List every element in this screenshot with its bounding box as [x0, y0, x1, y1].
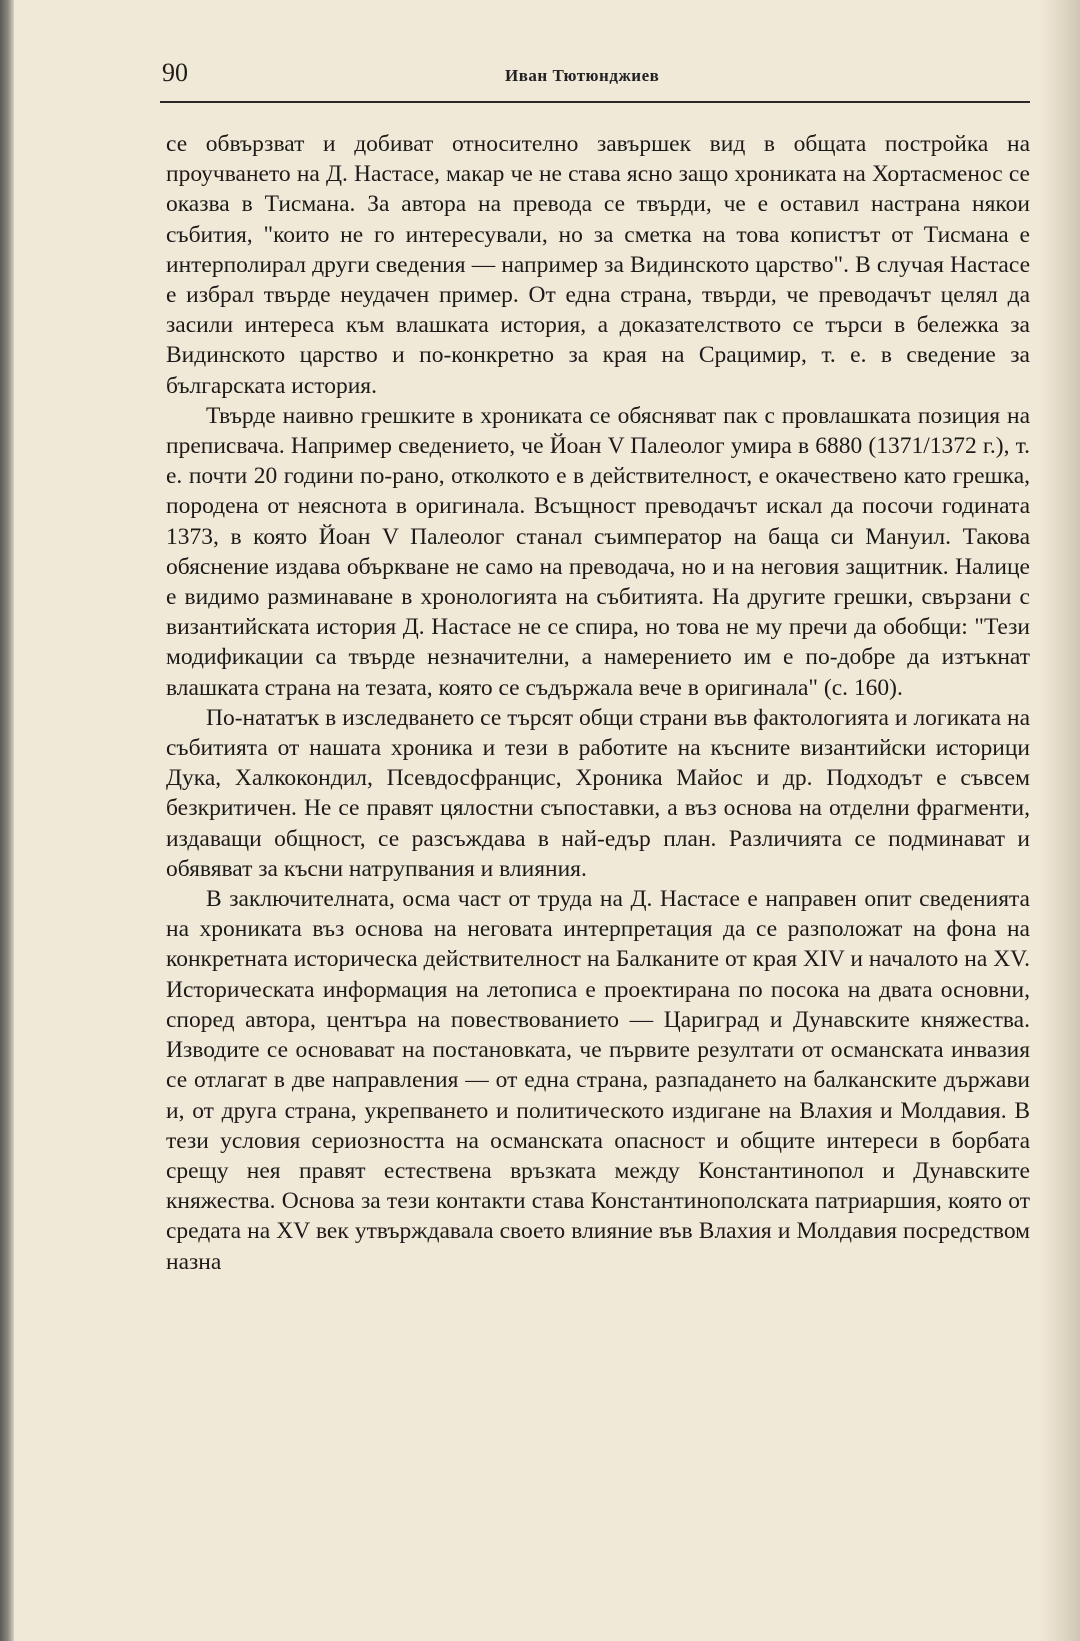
paragraph-4: В заключителната, осма част от труда на Д. Настасе е направен опит сведенията на хрониката въз основа на неговата интерпретация да се разположат на фона на конкретната историческа действителност на Балканите от края XIV и началото на XV. Историческата информация на летописа е проектирана по посока на двата основни, според автора, центъра на повествованието — Цариград и Дунавските княжества. Изводите се основават на постановката, че първите резултати от османската инвазия се отлагат в две направления — от една страна, разпадането на балканските държави и, от друга страна, укрепването и политическото издигане на Влахия и Молдавия. В тези условия сериозността на османската опасност и общите интереси в борбата срещу нея правят естествена връзката между Константинопол и Дунавските княжества. Основа за тези контакти става Константинополската патриаршия, която от средата на XV век утвърждавала своето влияние във Влахия и Молдавия посредством назна — [166, 886, 1030, 1275]
header-rule — [160, 101, 1030, 103]
paragraph-1: се обвързват и добиват относително завършек вид в общата постройка на проучването на Д. Настасе, макар че не става ясно защо хрониката на Хортасменос се оказва в Тисмана. За автора на превода се твърди, че е оставил настрана някои събития, "които не го интересували, но за сметка на това копистът от Тисмана е интерполирал други сведения — например за Видинското царство". В случая Настасе е избрал твърде неудачен пример. От една страна, твърди, че преводачът целял да засили интереса към влашката история, а доказателството се търси в бележка за Видинското царство и по-конкретно за края на Срацимир, т. е. в сведение за българската история. — [166, 131, 1030, 399]
page-number: 90 — [162, 58, 188, 87]
running-head-author: Иван Тютюнджиев — [505, 66, 660, 85]
body-text — [166, 129, 1030, 1277]
paragraph-3: По-нататък в изследването се търсят общи страни във фактологията и логиката на събитията от нашата хроника и тези в работите на късните византийски историци Дука, Халкокондил, Псевдосфранцис, Хроника Майос и др. Подходът е съвсем безкритичен. Не се правят цялостни съпоставки, а въз основа на отделни фрагменти, издаващи общност, се разсъждава в най-едър план. Различията се подминават и обявяват за късни натрупвания и влияния. — [166, 704, 1030, 882]
binding-shadow — [0, 0, 14, 1641]
page-header — [160, 56, 1030, 100]
paragraph-2: Твърде наивно грешките в хрониката се обясняват пак с провлашката позиция на преписвача. Например сведението, че Йоан V Палеолог умира в 6880 (1371/1372 г.), т. е. почти 20 години по-рано, отколкото е в действителност, е окачествено като грешка, породена от неяснота в оригинала. Всъщност преводачът искал да посочи годината 1373, в която Йоан V Палеолог станал съимператор на баща си Мануил. Такова обяснение издава объркване не само на преводача, но и на неговия защитник. Налице е видимо разминаване в хронологията на събитията. На другите грешки, свързани с византийската история Д. Настасе не се спира, но това не му пречи да обобщи: "Тези модификации са твърде незначителни, а намерението им е по-добре да изтъкнат влашката страна на тезата, която се съдържала вече в оригинала" (с. 160). — [166, 402, 1030, 701]
page-edge — [1040, 0, 1080, 1641]
